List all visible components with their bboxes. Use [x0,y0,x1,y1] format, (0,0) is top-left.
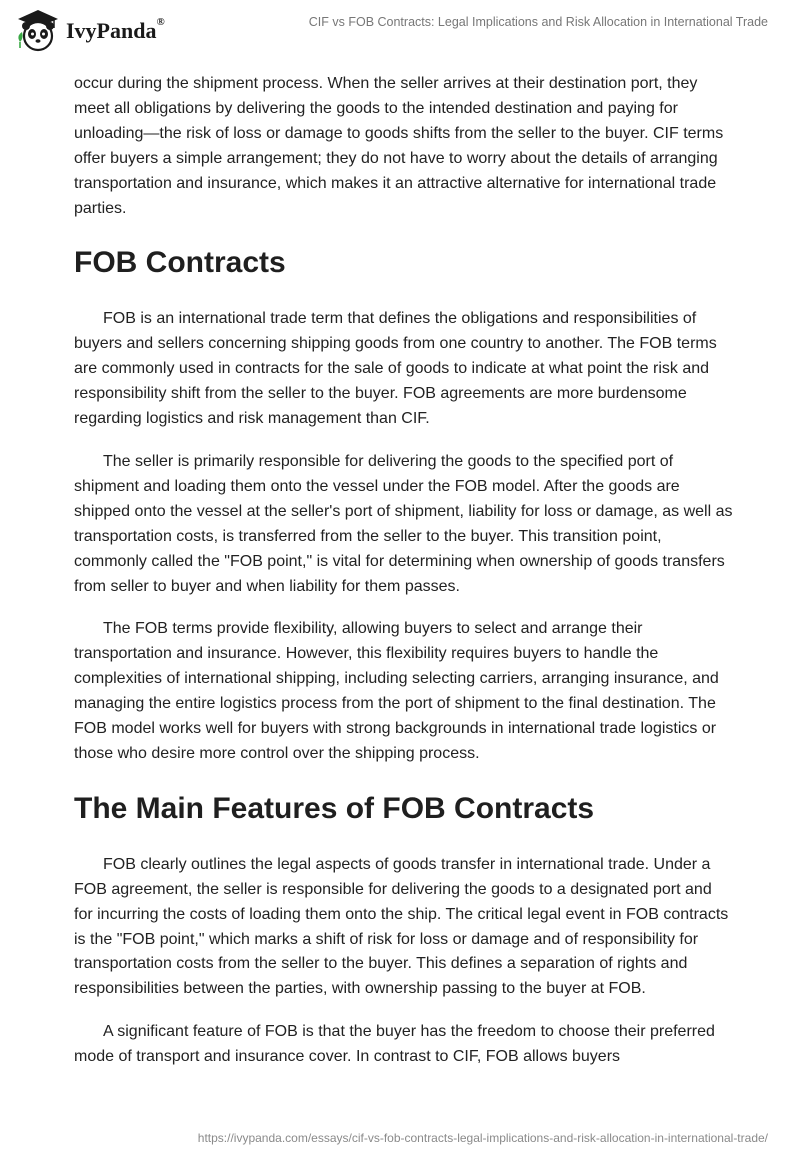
document-title: CIF vs FOB Contracts: Legal Implications and Risk Allocation in International Trade [308,15,768,29]
section-heading-fob-contracts: FOB Contracts [74,246,286,280]
paragraph: FOB clearly outlines the legal aspects of goods transfer in international trade. Under a FOB agreement, the seller is responsible for delivering the goods to a designated port and for incurring the costs of loading them onto the ship. The critical legal event in FOB contracts is the "FOB point," which marks a shift of risk for loss or damage and of responsibility for transportation costs from the seller to the buyer. This defines a separation of rights and responsibilities between the parties, with ownership passing to the buyer at FOB. [74,855,729,998]
ivypanda-logo[interactable] [14,6,165,54]
page-header [0,0,800,64]
paragraph: A significant feature of FOB is that the buyer has the freedom to choose their preferred mode of transport and insurance cover. In contrast to CIF, FOB allows buyers [74,1023,715,1066]
article-body [74,72,734,1088]
panda-graduate-icon [14,6,62,54]
section-heading-main-features: The Main Features of FOB Contracts [74,791,595,825]
paragraph: The seller is primarily responsible for delivering the goods to the specified port of shipment and loading them onto the vessel under the FOB model. After the goods are shipped onto the vessel at the seller's port of shipment, liability for loss or damage, as well as transportation costs, is transferred from the seller to the buyer. This transition point, commonly called the "FOB point," is vital for determining when ownership of goods transfers from seller to buyer and when liability for them passes. [74,452,733,595]
paragraph: FOB is an international trade term that defines the obligations and responsibilities of buyers and sellers concerning shipping goods from one country to another. The FOB terms are commonly used in contracts for the sale of goods to indicate at what point the risk and responsibility shift from the seller to the buyer. FOB agreements are more burdensome regarding logistics and risk management than CIF. [74,310,717,428]
brand-name: IvyPanda® [66,16,165,43]
paragraph: occur during the shipment process. When the seller arrives at their destination port, they meet all obligations by delivering the goods to the intended destination and paying for unloading—the risk of loss or damage to goods shifts from the seller to the buyer. CIF terms offer buyers a simple arrangement; they do not have to worry about the details of arranging transportation and insurance, which makes it an attractive alternative for international trade parties. [74,75,724,217]
paragraph: The FOB terms provide flexibility, allowing buyers to select and arrange their transportation and insurance. However, this flexibility requires buyers to handle the complexities of international shipping, including selecting carriers, arranging insurance, and managing the entire logistics process from the port of shipment to the final destination. The FOB model works well for buyers with strong backgrounds in international trade logistics or those who desire more control over the shipping process. [74,620,719,762]
source-url[interactable]: https://ivypanda.com/essays/cif-vs-fob-contracts-legal-implications-and-risk-allocation-in-international-trade/ [197,1131,768,1145]
